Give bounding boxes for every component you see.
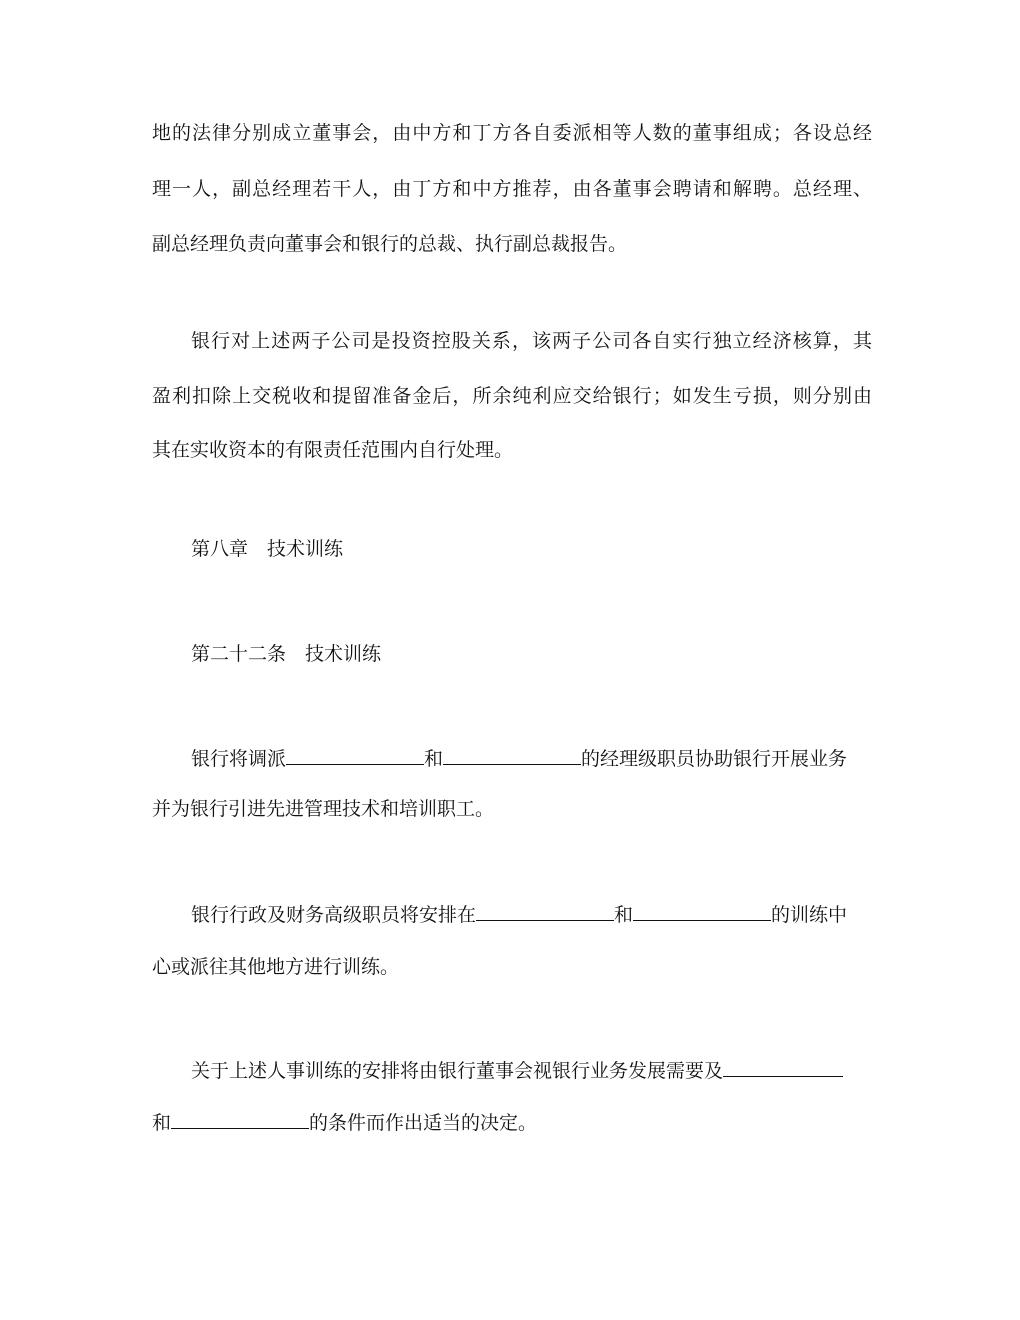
training-text-2: 和 — [614, 904, 634, 926]
arrangement-text-2: 和 — [152, 1112, 172, 1134]
arrangement-text-3: 的条件而作出适当的决定。 — [309, 1112, 538, 1134]
fill-in-blank[interactable] — [723, 1056, 843, 1077]
paragraph-training-line-2: 心或派往其他地方进行训练。 — [152, 956, 400, 978]
fill-in-blank[interactable] — [286, 744, 424, 765]
paragraph-directors-line-3: 副总经理负责向董事会和银行的总裁、执行副总裁报告。 — [152, 233, 628, 255]
fill-in-blank[interactable] — [443, 744, 581, 765]
dispatch-text-1: 银行将调派 — [191, 748, 287, 770]
paragraph-subsidiaries-line-1: 银行对上述两子公司是投资控股关系，该两子公司各自实行独立经济核算，其 — [191, 330, 872, 352]
paragraph-arrangement-line-2 — [152, 1108, 872, 1136]
dispatch-text-2: 和 — [424, 748, 444, 770]
paragraph-directors-line-1: 地的法律分别成立董事会，由中方和丁方各自委派相等人数的董事组成；各设总经 — [152, 122, 872, 144]
paragraph-arrangement-line-1 — [191, 1056, 872, 1084]
paragraph-subsidiaries-line-3: 其在实收资本的有限责任范围内自行处理。 — [152, 439, 514, 461]
paragraph-dispatch-line-1 — [191, 744, 872, 772]
training-text-3: 的训练中 — [771, 904, 848, 926]
dispatch-text-3: 的经理级职员协助银行开展业务 — [581, 748, 848, 770]
fill-in-blank[interactable] — [476, 900, 614, 921]
paragraph-subsidiaries-line-2: 盈利扣除上交税收和提留准备金后，所余纯利应交给银行；如发生亏损，则分别由 — [152, 385, 872, 407]
chapter-heading: 第八章 技术训练 — [191, 538, 344, 560]
training-text-1: 银行行政及财务高级职员将安排在 — [191, 904, 477, 926]
paragraph-training-line-1 — [191, 900, 872, 928]
paragraph-directors-line-2: 理一人，副总经理若干人，由丁方和中方推荐，由各董事会聘请和解聘。总经理、 — [152, 178, 872, 200]
arrangement-text-1: 关于上述人事训练的安排将由银行董事会视银行业务发展需要及 — [191, 1060, 724, 1082]
fill-in-blank[interactable] — [171, 1108, 309, 1129]
article-heading: 第二十二条 技术训练 — [191, 643, 382, 665]
fill-in-blank[interactable] — [633, 900, 771, 921]
paragraph-dispatch-line-2: 并为银行引进先进管理技术和培训职工。 — [152, 798, 495, 820]
